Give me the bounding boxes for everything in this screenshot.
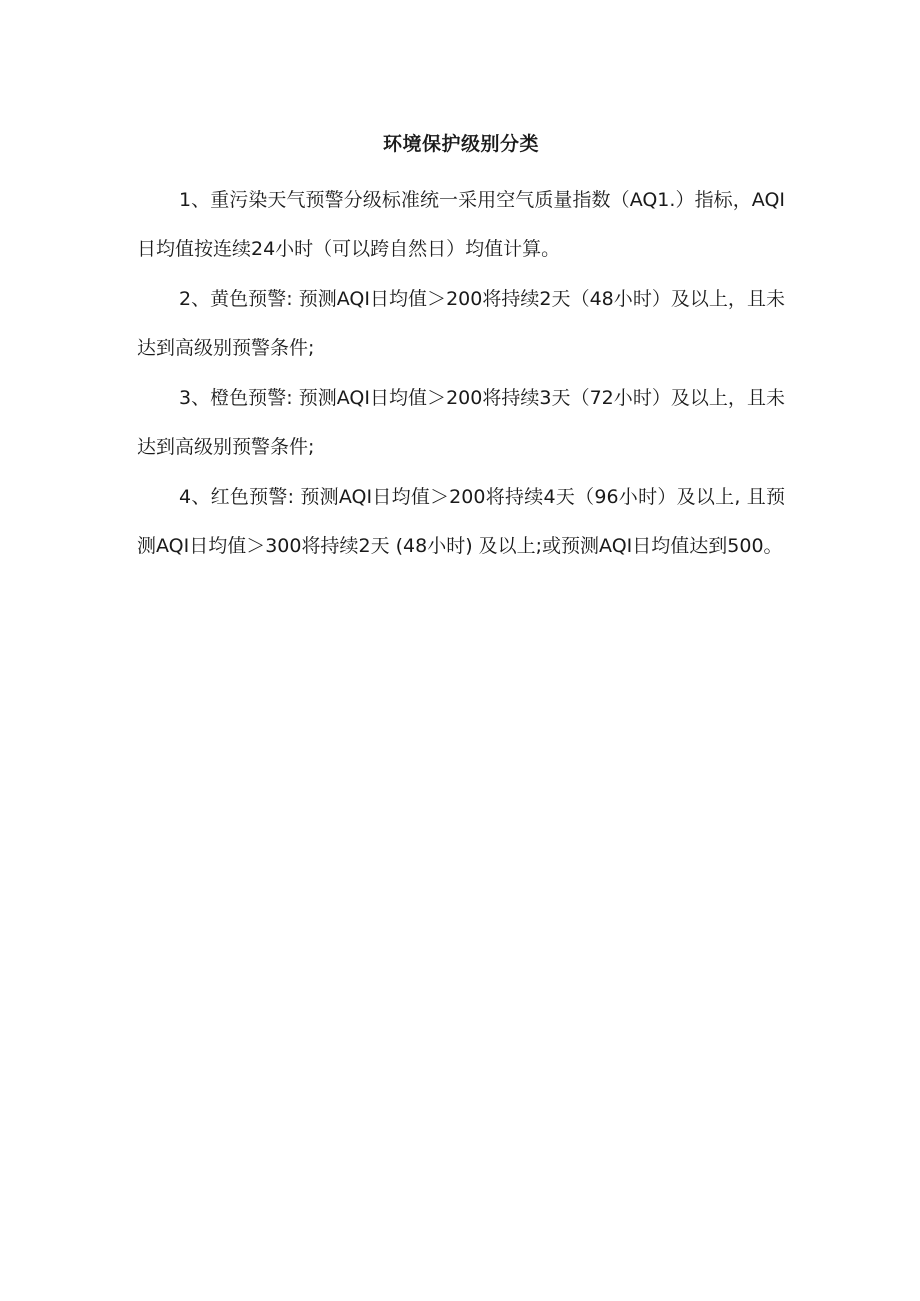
document-body [137,126,785,571]
paragraph-orange-warning: 3、橙色预警: 预测AQI日均值＞200将持续3天（72小时）及以上，且未达到高级别预警条件; [137,387,785,458]
paragraph-standard: 1、重污染天气预警分级标准统一采用空气质量指数（AQ1.）指标，AQI日均值按连续24小时（可以跨自然日）均值计算。 [137,189,785,260]
paragraph-red-warning: 4、红色预警: 预测AQI日均值＞200将持续4天（96小时）及以上, 且预测AQI日均值＞300将持续2天 (48小时) 及以上;或预测AQI日均值达到500。 [137,486,785,557]
paragraph-yellow-warning: 2、黄色预警: 预测AQI日均值＞200将持续2天（48小时）及以上，且未达到高级别预警条件; [137,288,785,359]
document-title: 环境保护级别分类 [382,133,539,155]
